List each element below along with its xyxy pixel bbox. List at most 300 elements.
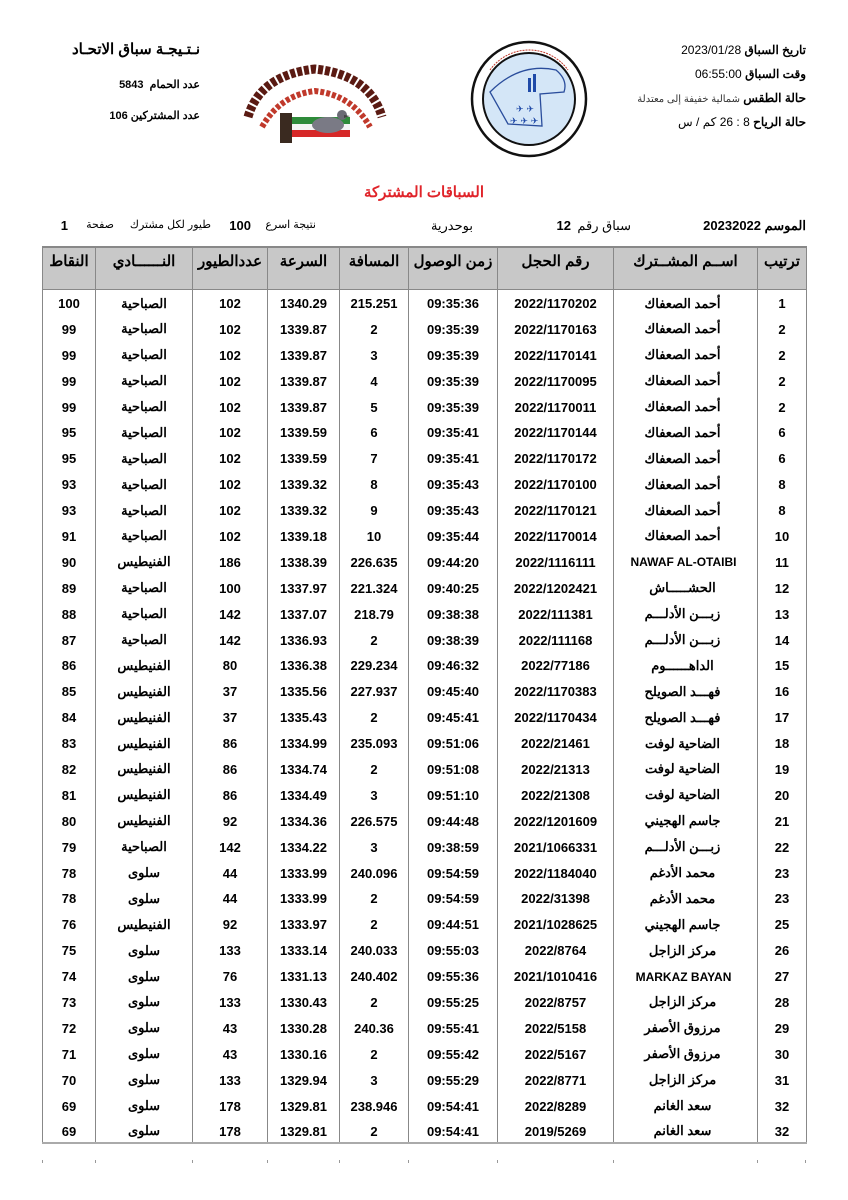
distance-cell: 215.251 xyxy=(340,289,409,315)
club-cell: الصباحية xyxy=(96,367,193,393)
points-cell: 95 xyxy=(43,444,96,470)
arrival-time-cell: 09:54:41 xyxy=(409,1118,498,1144)
points-cell: 81 xyxy=(43,781,96,807)
ring-number-cell: 2022/1170100 xyxy=(498,470,614,496)
table-row xyxy=(43,1066,807,1092)
club-cell: سلوى xyxy=(96,988,193,1014)
col-participant-name: اســم المشــترك xyxy=(614,247,758,289)
participants-count-value: 106 xyxy=(109,110,128,122)
participant-name-cell: أحمد الصعفاك xyxy=(614,522,758,548)
speed-cell: 1339.87 xyxy=(268,367,340,393)
ring-number-cell: 2022/8764 xyxy=(498,936,614,962)
distance-cell: 10 xyxy=(340,522,409,548)
speed-cell: 1339.87 xyxy=(268,315,340,341)
result-count: 100 xyxy=(229,218,251,233)
participant-name-cell: فهـــد الصويلح xyxy=(614,677,758,703)
participant-name-cell: أحمد الصعفاك xyxy=(614,341,758,367)
bird-count-cell: 102 xyxy=(193,470,268,496)
speed-cell: 1339.87 xyxy=(268,393,340,419)
club-cell: سلوى xyxy=(96,936,193,962)
rank-cell: 11 xyxy=(758,548,807,574)
result-label: نتيجة اسرع xyxy=(265,219,316,231)
participant-name-cell: زبـــن الأدلـــم xyxy=(614,833,758,859)
bird-count-cell: 142 xyxy=(193,600,268,626)
rank-cell: 2 xyxy=(758,315,807,341)
table-row xyxy=(43,600,807,626)
points-cell: 100 xyxy=(43,289,96,315)
bird-count-cell: 44 xyxy=(193,884,268,910)
points-cell: 99 xyxy=(43,315,96,341)
participant-name-cell: مركز الزاجل xyxy=(614,988,758,1014)
bird-count-cell: 142 xyxy=(193,833,268,859)
points-cell: 83 xyxy=(43,729,96,755)
points-cell: 78 xyxy=(43,859,96,885)
ring-number-cell: 2022/5158 xyxy=(498,1014,614,1040)
ring-number-cell: 2022/1170434 xyxy=(498,703,614,729)
arrival-time-cell: 09:45:41 xyxy=(409,703,498,729)
rank-cell: 19 xyxy=(758,755,807,781)
club-cell: الفنيطيس xyxy=(96,729,193,755)
col-points: النقاط xyxy=(43,247,96,289)
table-row xyxy=(43,884,807,910)
club-cell: سلوى xyxy=(96,1040,193,1066)
club-cell: سلوى xyxy=(96,859,193,885)
bird-count-cell: 100 xyxy=(193,574,268,600)
distance-cell: 226.575 xyxy=(340,807,409,833)
table-row xyxy=(43,859,807,885)
col-arrival-time: زمن الوصول xyxy=(409,247,498,289)
points-cell: 71 xyxy=(43,1040,96,1066)
points-cell: 72 xyxy=(43,1014,96,1040)
rank-cell: 2 xyxy=(758,367,807,393)
speed-cell: 1339.32 xyxy=(268,470,340,496)
wind-label: حالة الرياح xyxy=(753,115,806,129)
arrival-time-cell: 09:55:29 xyxy=(409,1066,498,1092)
participants-count-label: عدد المشتركين xyxy=(130,110,200,122)
rank-cell: 21 xyxy=(758,807,807,833)
club-cell: سلوى xyxy=(96,1118,193,1144)
report-title: نـتـيجـة سباق الاتحـاد xyxy=(72,41,200,58)
club-cell: الصباحية xyxy=(96,833,193,859)
arrival-time-cell: 09:35:44 xyxy=(409,522,498,548)
distance-cell: 240.096 xyxy=(340,859,409,885)
rank-cell: 12 xyxy=(758,574,807,600)
table-row xyxy=(43,1014,807,1040)
participant-name-cell: أحمد الصعفاك xyxy=(614,496,758,522)
points-cell: 75 xyxy=(43,936,96,962)
table-row xyxy=(43,393,807,419)
ring-number-cell: 2021/1066331 xyxy=(498,833,614,859)
club-cell: الصباحية xyxy=(96,626,193,652)
speed-cell: 1339.59 xyxy=(268,444,340,470)
points-cell: 95 xyxy=(43,418,96,444)
rank-cell: 32 xyxy=(758,1118,807,1144)
page-label: صفحة xyxy=(86,219,114,231)
points-cell: 79 xyxy=(43,833,96,859)
distance-cell: 7 xyxy=(340,444,409,470)
race-info xyxy=(586,43,806,139)
rank-cell: 32 xyxy=(758,1092,807,1118)
ring-number-cell: 2019/5269 xyxy=(498,1118,614,1144)
distance-cell: 3 xyxy=(340,1066,409,1092)
weather-row xyxy=(586,91,806,105)
points-cell: 82 xyxy=(43,755,96,781)
distance-cell: 3 xyxy=(340,781,409,807)
ring-number-cell: 2022/1170014 xyxy=(498,522,614,548)
distance-cell: 2 xyxy=(340,910,409,936)
race-meta-row xyxy=(42,218,806,240)
table-row xyxy=(43,341,807,367)
rank-cell: 28 xyxy=(758,988,807,1014)
arrival-time-cell: 09:55:25 xyxy=(409,988,498,1014)
race-location: بوحدرية xyxy=(430,218,473,233)
distance-cell: 2 xyxy=(340,703,409,729)
arrival-time-cell: 09:51:08 xyxy=(409,755,498,781)
points-cell: 86 xyxy=(43,651,96,677)
distance-cell: 238.946 xyxy=(340,1092,409,1118)
speed-cell: 1338.39 xyxy=(268,548,340,574)
speed-cell: 1333.97 xyxy=(268,910,340,936)
weather-value: شمالية خفيفة إلى معتدلة xyxy=(637,94,740,105)
bird-count-cell: 102 xyxy=(193,444,268,470)
bird-count-cell: 37 xyxy=(193,703,268,729)
participant-name-cell: الداهــــــوم xyxy=(614,651,758,677)
race-date-label: تاريخ السباق xyxy=(744,43,806,57)
club-cell: سلوى xyxy=(96,884,193,910)
col-rank: ترتيب xyxy=(758,247,807,289)
rank-cell: 13 xyxy=(758,600,807,626)
distance-cell: 2 xyxy=(340,755,409,781)
bird-count-cell: 43 xyxy=(193,1014,268,1040)
arrival-time-cell: 09:55:42 xyxy=(409,1040,498,1066)
speed-cell: 1337.97 xyxy=(268,574,340,600)
table-row xyxy=(43,548,807,574)
table-row xyxy=(43,833,807,859)
points-cell: 76 xyxy=(43,910,96,936)
distance-cell: 3 xyxy=(340,341,409,367)
table-row xyxy=(43,496,807,522)
section-title: السباقات المشتركة xyxy=(363,184,485,201)
arrival-time-cell: 09:55:03 xyxy=(409,936,498,962)
arrival-time-cell: 09:35:39 xyxy=(409,315,498,341)
rank-cell: 16 xyxy=(758,677,807,703)
bird-count-cell: 133 xyxy=(193,1066,268,1092)
table-row xyxy=(43,910,807,936)
ring-number-cell: 2022/1170163 xyxy=(498,315,614,341)
ring-number-cell: 2022/5167 xyxy=(498,1040,614,1066)
bird-count-cell: 133 xyxy=(193,936,268,962)
bird-count-cell: 102 xyxy=(193,315,268,341)
rank-cell: 30 xyxy=(758,1040,807,1066)
participants-count-line xyxy=(40,109,200,122)
bird-count-cell: 142 xyxy=(193,626,268,652)
participant-name-cell: أحمد الصعفاك xyxy=(614,444,758,470)
speed-cell: 1339.18 xyxy=(268,522,340,548)
distance-cell: 5 xyxy=(340,393,409,419)
ring-number-cell: 2022/1170141 xyxy=(498,341,614,367)
table-row xyxy=(43,807,807,833)
participant-name-cell: أحمد الصعفاك xyxy=(614,418,758,444)
distance-cell: 3 xyxy=(340,833,409,859)
table-row xyxy=(43,1092,807,1118)
club-cell: الصباحية xyxy=(96,496,193,522)
wind-value: 8 : 26 كم / س xyxy=(678,115,750,129)
table-row xyxy=(43,1118,807,1144)
table-row xyxy=(43,574,807,600)
svg-text:✈ ✈: ✈ ✈ xyxy=(516,105,534,115)
distance-cell: 2 xyxy=(340,988,409,1014)
ring-number-cell: 2022/21308 xyxy=(498,781,614,807)
points-cell: 99 xyxy=(43,341,96,367)
points-cell: 80 xyxy=(43,807,96,833)
speed-cell: 1335.43 xyxy=(268,703,340,729)
participant-name-cell: سعد الغانم xyxy=(614,1118,758,1144)
table-row xyxy=(43,651,807,677)
club-cell: الفنيطيس xyxy=(96,807,193,833)
arrival-time-cell: 09:35:39 xyxy=(409,367,498,393)
ring-number-cell: 2022/21313 xyxy=(498,755,614,781)
points-cell: 91 xyxy=(43,522,96,548)
rank-cell: 25 xyxy=(758,910,807,936)
club-cell: الفنيطيس xyxy=(96,677,193,703)
arrival-time-cell: 09:54:59 xyxy=(409,859,498,885)
participant-name-cell: زبـــن الأدلـــم xyxy=(614,626,758,652)
col-speed: السرعة xyxy=(268,247,340,289)
ring-number-cell: 2022/1170172 xyxy=(498,444,614,470)
arrival-time-cell: 09:55:36 xyxy=(409,962,498,988)
distance-cell: 9 xyxy=(340,496,409,522)
speed-cell: 1334.36 xyxy=(268,807,340,833)
race-time-value: 06:55:00 xyxy=(695,67,742,81)
participant-name-cell: مرزوق الأصفر xyxy=(614,1040,758,1066)
race-date-row xyxy=(586,43,806,57)
rank-cell: 8 xyxy=(758,496,807,522)
speed-cell: 1330.28 xyxy=(268,1014,340,1040)
table-row xyxy=(43,677,807,703)
arrival-time-cell: 09:35:43 xyxy=(409,470,498,496)
ring-number-cell: 2021/1010416 xyxy=(498,962,614,988)
speed-cell: 1329.81 xyxy=(268,1092,340,1118)
participant-name-cell: مركز الزاجل xyxy=(614,1066,758,1092)
club-cell: الصباحية xyxy=(96,522,193,548)
participant-name-cell: جاسم الهجيني xyxy=(614,910,758,936)
arrival-time-cell: 09:35:43 xyxy=(409,496,498,522)
distance-cell: 2 xyxy=(340,315,409,341)
race-date-value: 2023/01/28 xyxy=(681,43,742,57)
club-cell: سلوى xyxy=(96,1066,193,1092)
rank-cell: 31 xyxy=(758,1066,807,1092)
ring-number-cell: 2022/8289 xyxy=(498,1092,614,1118)
distance-cell: 4 xyxy=(340,367,409,393)
table-row xyxy=(43,781,807,807)
bird-count-cell: 92 xyxy=(193,910,268,936)
arrival-time-cell: 09:45:40 xyxy=(409,677,498,703)
points-cell: 93 xyxy=(43,470,96,496)
ring-number-cell: 2022/21461 xyxy=(498,729,614,755)
results-table xyxy=(42,246,807,1144)
club-cell: سلوى xyxy=(96,1014,193,1040)
per-participant-label: طيور لكل مشترك xyxy=(129,219,211,231)
club-cell: الصباحية xyxy=(96,444,193,470)
header-summary xyxy=(40,40,200,122)
speed-cell: 1334.22 xyxy=(268,833,340,859)
ring-number-cell: 2022/1170383 xyxy=(498,677,614,703)
rank-cell: 2 xyxy=(758,393,807,419)
points-cell: 93 xyxy=(43,496,96,522)
ring-number-cell: 2022/1202421 xyxy=(498,574,614,600)
club-logo-icon xyxy=(240,55,390,155)
table-header-row xyxy=(43,247,807,289)
bird-count-cell: 102 xyxy=(193,393,268,419)
points-cell: 85 xyxy=(43,677,96,703)
page-bottom-ticks xyxy=(42,1160,806,1166)
participant-name-cell: مركز الزاجل xyxy=(614,936,758,962)
rank-cell: 20 xyxy=(758,781,807,807)
ring-number-cell: 2022/111381 xyxy=(498,600,614,626)
ring-number-cell: 2022/1170095 xyxy=(498,367,614,393)
race-time-label: وقت السباق xyxy=(745,67,806,81)
participant-name-cell: NAWAF AL-OTAIBI xyxy=(614,548,758,574)
race-number-label: سباق رقم xyxy=(577,218,631,233)
participant-name-cell: أحمد الصعفاك xyxy=(614,367,758,393)
participant-name-cell: الضاحية لوفت xyxy=(614,729,758,755)
club-cell: الفنيطيس xyxy=(96,781,193,807)
speed-cell: 1334.74 xyxy=(268,755,340,781)
bird-count-cell: 92 xyxy=(193,807,268,833)
rank-cell: 1 xyxy=(758,289,807,315)
points-cell: 99 xyxy=(43,367,96,393)
arrival-time-cell: 09:44:48 xyxy=(409,807,498,833)
table-row xyxy=(43,962,807,988)
pigeons-count-label: عدد الحمام xyxy=(149,79,200,91)
club-cell: الصباحية xyxy=(96,600,193,626)
participant-name-cell: مرزوق الأصفر xyxy=(614,1014,758,1040)
col-distance: المسافة xyxy=(340,247,409,289)
rank-cell: 10 xyxy=(758,522,807,548)
col-ring-number: رقم الحجل xyxy=(498,247,614,289)
participant-name-cell: زبـــن الأدلـــم xyxy=(614,600,758,626)
wind-row xyxy=(586,115,806,129)
arrival-time-cell: 09:54:41 xyxy=(409,1092,498,1118)
bird-count-cell: 102 xyxy=(193,418,268,444)
arrival-time-cell: 09:55:41 xyxy=(409,1014,498,1040)
bird-count-cell: 80 xyxy=(193,651,268,677)
ring-number-cell: 2022/8757 xyxy=(498,988,614,1014)
ring-number-cell: 2022/1184040 xyxy=(498,859,614,885)
participant-name-cell: الضاحية لوفت xyxy=(614,755,758,781)
speed-cell: 1334.99 xyxy=(268,729,340,755)
club-cell: الصباحية xyxy=(96,315,193,341)
table-row xyxy=(43,988,807,1014)
participant-name-cell: الحشـــــاش xyxy=(614,574,758,600)
points-cell: 78 xyxy=(43,884,96,910)
page-number: 1 xyxy=(60,218,68,233)
distance-cell: 240.36 xyxy=(340,1014,409,1040)
participant-name-cell: فهـــد الصويلح xyxy=(614,703,758,729)
rank-cell: 23 xyxy=(758,884,807,910)
arrival-time-cell: 09:46:32 xyxy=(409,651,498,677)
points-cell: 70 xyxy=(43,1066,96,1092)
season-label: الموسم xyxy=(764,218,806,233)
speed-cell: 1337.07 xyxy=(268,600,340,626)
table-row xyxy=(43,729,807,755)
club-cell: سلوى xyxy=(96,1092,193,1118)
speed-cell: 1330.43 xyxy=(268,988,340,1014)
distance-cell: 2 xyxy=(340,1040,409,1066)
distance-cell: 6 xyxy=(340,418,409,444)
points-cell: 89 xyxy=(43,574,96,600)
results-body xyxy=(43,289,807,1143)
rank-cell: 6 xyxy=(758,444,807,470)
arrival-time-cell: 09:35:36 xyxy=(409,289,498,315)
bird-count-cell: 178 xyxy=(193,1118,268,1144)
arrival-time-cell: 09:35:41 xyxy=(409,418,498,444)
rank-cell: 6 xyxy=(758,418,807,444)
club-cell: الصباحية xyxy=(96,393,193,419)
ring-number-cell: 2022/77186 xyxy=(498,651,614,677)
participant-name-cell: أحمد الصعفاك xyxy=(614,315,758,341)
points-cell: 90 xyxy=(43,548,96,574)
rank-cell: 14 xyxy=(758,626,807,652)
speed-cell: 1339.87 xyxy=(268,341,340,367)
distance-cell: 226.635 xyxy=(340,548,409,574)
distance-cell: 221.324 xyxy=(340,574,409,600)
speed-cell: 1334.49 xyxy=(268,781,340,807)
season-value: 20232022 xyxy=(703,218,762,233)
ring-number-cell: 2022/1170202 xyxy=(498,289,614,315)
speed-cell: 1330.16 xyxy=(268,1040,340,1066)
participant-name-cell: جاسم الهجيني xyxy=(614,807,758,833)
club-cell: سلوى xyxy=(96,962,193,988)
rank-cell: 23 xyxy=(758,859,807,885)
participant-name-cell: سعد الغانم xyxy=(614,1092,758,1118)
race-time-row xyxy=(586,67,806,81)
arrival-time-cell: 09:51:10 xyxy=(409,781,498,807)
ring-number-cell: 2022/8771 xyxy=(498,1066,614,1092)
points-cell: 88 xyxy=(43,600,96,626)
arrival-time-cell: 09:38:38 xyxy=(409,600,498,626)
club-cell: الصباحية xyxy=(96,341,193,367)
arrival-time-cell: 09:40:25 xyxy=(409,574,498,600)
ring-number-cell: 2022/1116111 xyxy=(498,548,614,574)
rank-cell: 18 xyxy=(758,729,807,755)
bird-count-cell: 37 xyxy=(193,677,268,703)
speed-cell: 1333.99 xyxy=(268,884,340,910)
bird-count-cell: 178 xyxy=(193,1092,268,1118)
bird-count-cell: 102 xyxy=(193,341,268,367)
bird-count-cell: 43 xyxy=(193,1040,268,1066)
table-row xyxy=(43,755,807,781)
distance-cell: 2 xyxy=(340,1118,409,1144)
arrival-time-cell: 09:44:20 xyxy=(409,548,498,574)
rank-cell: 8 xyxy=(758,470,807,496)
speed-cell: 1333.14 xyxy=(268,936,340,962)
season xyxy=(703,218,806,234)
points-cell: 69 xyxy=(43,1118,96,1144)
distance-cell: 218.79 xyxy=(340,600,409,626)
rank-cell: 26 xyxy=(758,936,807,962)
arrival-time-cell: 09:54:59 xyxy=(409,884,498,910)
distance-cell: 227.937 xyxy=(340,677,409,703)
club-cell: الفنيطيس xyxy=(96,755,193,781)
federation-logo-icon xyxy=(470,40,588,158)
speed-cell: 1329.81 xyxy=(268,1118,340,1144)
club-cell: الصباحية xyxy=(96,418,193,444)
speed-cell: 1340.29 xyxy=(268,289,340,315)
col-bird-count: عددالطيور xyxy=(193,247,268,289)
table-row xyxy=(43,315,807,341)
bird-count-cell: 102 xyxy=(193,496,268,522)
